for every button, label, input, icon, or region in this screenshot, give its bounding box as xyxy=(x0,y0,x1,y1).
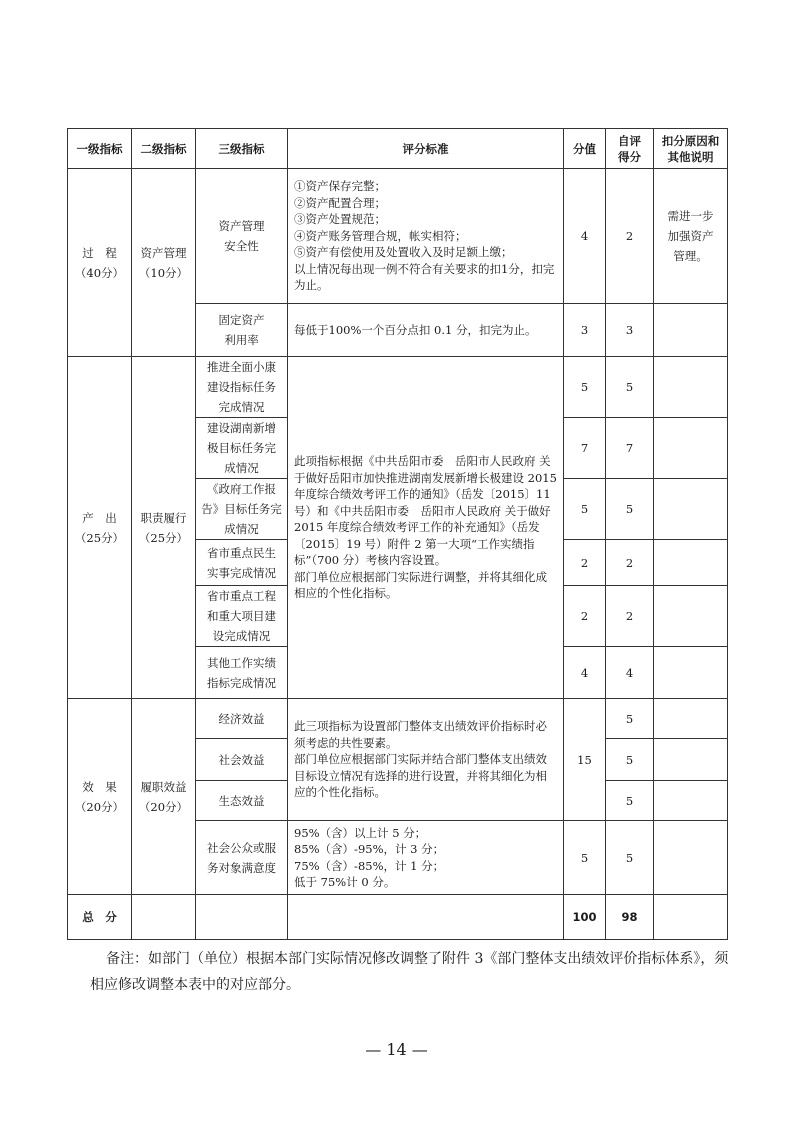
self-score-cell: 4 xyxy=(606,647,654,699)
self-score-cell: 5 xyxy=(606,739,654,781)
self-score-cell: 5 xyxy=(606,699,654,739)
score-cell: 5 xyxy=(564,357,606,418)
header-standard: 评分标准 xyxy=(288,129,564,169)
score-cell: 5 xyxy=(564,479,606,540)
empty-cell xyxy=(654,895,728,940)
reason-cell xyxy=(654,479,728,540)
level3-cell: 《政府工作报 告》目标任务完 成情况 xyxy=(196,479,288,540)
page-number: — 14 — xyxy=(365,1040,428,1059)
total-score: 100 xyxy=(564,895,606,940)
reason-cell xyxy=(654,586,728,647)
score-cell: 2 xyxy=(564,540,606,586)
footnote: 备注：如部门（单位）根据本部门实际情况修改调整了附件 3《部门整体支出绩效评价指标体系》，须相应修改调整本表中的对应部分。 xyxy=(90,951,729,993)
table-row xyxy=(68,357,728,418)
score-cell: 5 xyxy=(564,821,606,895)
evaluation-table xyxy=(67,128,728,940)
reason-cell xyxy=(654,699,728,739)
level3-cell: 其他工作实绩 指标完成情况 xyxy=(196,647,288,699)
empty-cell xyxy=(288,895,564,940)
process-level1: 过 程 （40分） xyxy=(68,169,132,357)
self-score-cell: 3 xyxy=(606,304,654,357)
standard-cell: 每低于100%一个百分点扣 0.1 分，扣完为止。 xyxy=(288,304,564,357)
standard-cell: ①资产保存完整； ②资产配置合理； ③资产处置规范； ④资产账务管理合规，帐实相符； ⑤资产有偿使用及处置收入及时足额上缴； 以上情况每出现一例不符合有关要求的扣1分，扣完为止。 xyxy=(288,169,564,304)
standard-cell: 95%（含）以上计 5 分； 85%（含）-95%，计 3 分； 75%（含）-85%，计 1 分； 低于 75%计 0 分。 xyxy=(288,821,564,895)
self-score-cell: 2 xyxy=(606,169,654,304)
level3-cell: 建设湖南新增 极目标任务完 成情况 xyxy=(196,418,288,479)
score-cell: 3 xyxy=(564,304,606,357)
level3-cell: 推进全面小康 建设指标任务 完成情况 xyxy=(196,357,288,418)
self-score-cell: 5 xyxy=(606,479,654,540)
output-level2: 职责履行 （25分） xyxy=(132,357,196,699)
self-score-cell: 5 xyxy=(606,821,654,895)
level3-cell: 固定资产 利用率 xyxy=(196,304,288,357)
reason-cell xyxy=(654,357,728,418)
reason-cell: 需进一步 加强资产 管理。 xyxy=(654,169,728,304)
header-row xyxy=(68,129,728,169)
empty-cell xyxy=(132,895,196,940)
header-level1: 一级指标 xyxy=(68,129,132,169)
output-level1: 产 出 （25分） xyxy=(68,357,132,699)
reason-cell xyxy=(654,781,728,821)
empty-cell xyxy=(196,895,288,940)
total-label: 总 分 xyxy=(68,895,132,940)
reason-cell xyxy=(654,647,728,699)
effect-level2: 履职效益 （20分） xyxy=(132,699,196,895)
level3-cell: 社会公众或服 务对象满意度 xyxy=(196,821,288,895)
header-reason: 扣分原因和 其他说明 xyxy=(654,129,728,169)
level3-cell: 省市重点工程 和重大项目建 设完成情况 xyxy=(196,586,288,647)
level3-cell: 社会效益 xyxy=(196,739,288,781)
reason-cell xyxy=(654,418,728,479)
self-score-cell: 2 xyxy=(606,586,654,647)
process-level2: 资产管理 （10分） xyxy=(132,169,196,357)
self-score-cell: 5 xyxy=(606,781,654,821)
level3-cell: 经济效益 xyxy=(196,699,288,739)
table-row xyxy=(68,699,728,739)
self-score-cell: 7 xyxy=(606,418,654,479)
reason-cell xyxy=(654,304,728,357)
reason-cell xyxy=(654,821,728,895)
header-self-score: 自评 得分 xyxy=(606,129,654,169)
total-self-score: 98 xyxy=(606,895,654,940)
reason-cell xyxy=(654,540,728,586)
self-score-cell: 2 xyxy=(606,540,654,586)
level3-cell: 资产管理 安全性 xyxy=(196,169,288,304)
reason-cell xyxy=(654,739,728,781)
table-row xyxy=(68,169,728,304)
effect-score-cell: 15 xyxy=(564,699,606,821)
total-row xyxy=(68,895,728,940)
effect-standard-cell: 此三项指标为设置部门整体支出绩效评价指标时必须考虑的共性要素。 部门单位应根据部门实际并结合部门整体支出绩效目标设立情况有选择的进行设置，并将其细化为相应的个性化指标。 xyxy=(288,699,564,821)
score-cell: 4 xyxy=(564,647,606,699)
output-standard-cell: 此项指标根据《中共岳阳市委 岳阳市人民政府 关于做好岳阳市加快推进湖南发展新增长极建设 2015 年度综合绩效考评工作的通知》（岳发〔2015〕11 号）和《中共岳阳市委 岳阳市人民政府 关于做好 2015 年度综合绩效考评工作的补充通知》（岳发〔2015〕19 号）附件 2 第一大项“工作实绩指标”（700 分）考核内容设置。 部门单位应根据部门实际进行调整，并将其细化成相应的个性化指标。 xyxy=(288,357,564,699)
header-level3: 三级指标 xyxy=(196,129,288,169)
score-cell: 4 xyxy=(564,169,606,304)
score-cell: 2 xyxy=(564,586,606,647)
level3-cell: 生态效益 xyxy=(196,781,288,821)
self-score-cell: 5 xyxy=(606,357,654,418)
level3-cell: 省市重点民生 实事完成情况 xyxy=(196,540,288,586)
header-level2: 二级指标 xyxy=(132,129,196,169)
effect-level1: 效 果 （20分） xyxy=(68,699,132,895)
score-cell: 7 xyxy=(564,418,606,479)
header-score: 分值 xyxy=(564,129,606,169)
